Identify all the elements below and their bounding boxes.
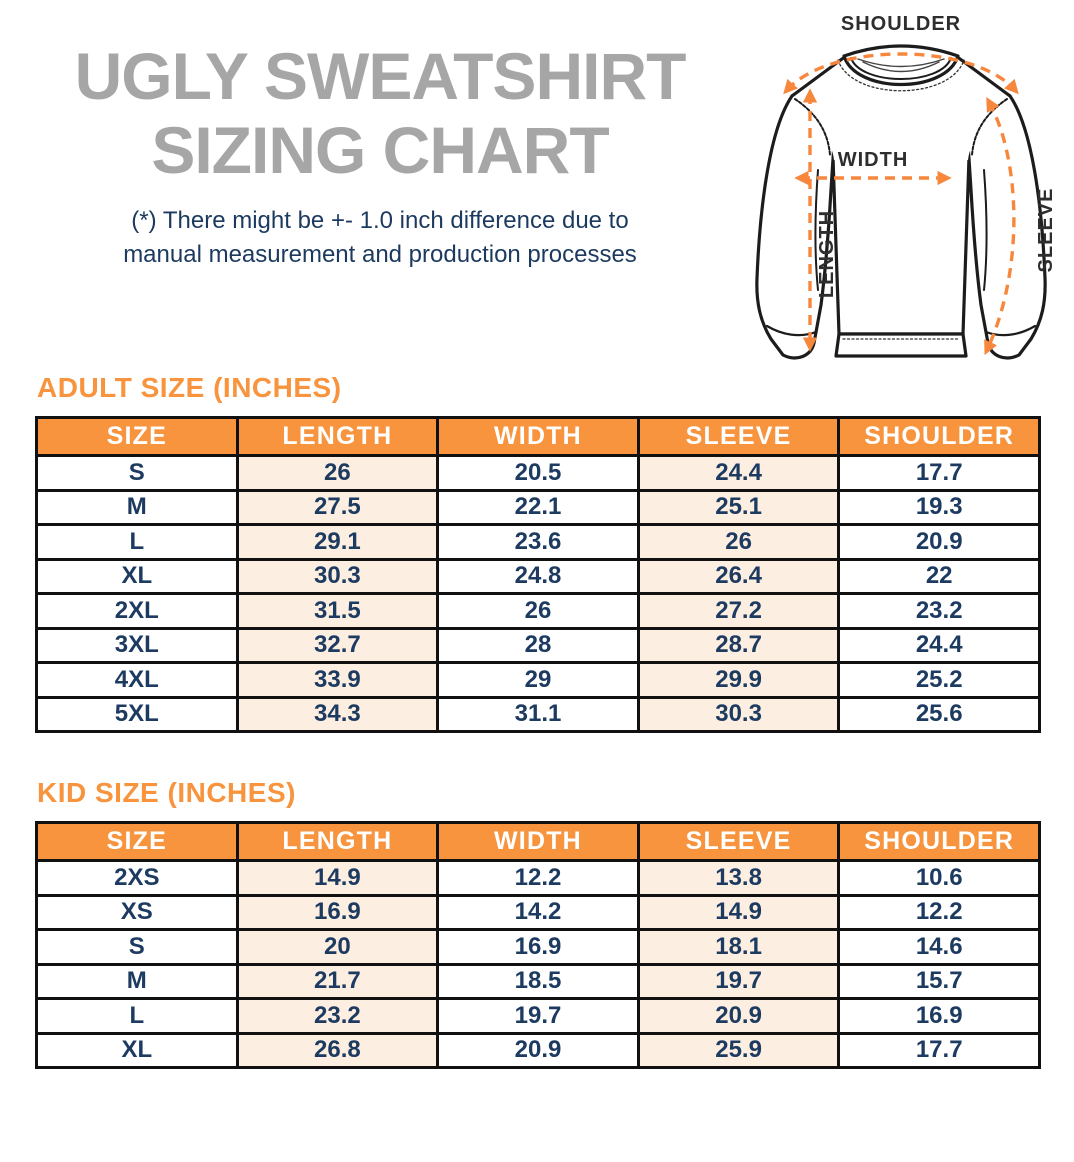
column-header-shoulder: SHOULDER — [839, 418, 1040, 456]
measurement-cell: 14.9 — [638, 895, 839, 930]
size-cell: 5XL — [37, 697, 238, 732]
measurement-cell: 23.2 — [237, 999, 438, 1034]
measurement-cell: 10.6 — [839, 861, 1040, 896]
size-cell: M — [37, 490, 238, 525]
column-header-size: SIZE — [37, 823, 238, 861]
table-row — [37, 930, 1040, 965]
measurement-cell: 29.9 — [638, 663, 839, 698]
disclaimer-line1: (*) There might be +- 1.0 inch difference due to — [131, 206, 629, 234]
table-row — [37, 456, 1040, 491]
measurement-cell: 29.1 — [237, 525, 438, 560]
page-header — [22, 40, 738, 272]
measurement-cell: 12.2 — [839, 895, 1040, 930]
measurement-cell: 20.9 — [638, 999, 839, 1034]
measurement-cell: 28.7 — [638, 628, 839, 663]
adult-table-header — [37, 418, 1040, 456]
measurement-cell: 25.1 — [638, 490, 839, 525]
table-row — [37, 594, 1040, 629]
measurement-cell: 20 — [237, 930, 438, 965]
measurement-cell: 31.1 — [438, 697, 639, 732]
measurement-cell: 24.4 — [839, 628, 1040, 663]
size-cell: XS — [37, 895, 238, 930]
column-header-sleeve: SLEEVE — [638, 418, 839, 456]
measurement-cell: 25.9 — [638, 1033, 839, 1068]
sleeve-label: SLEEVE — [1035, 187, 1057, 273]
size-cell: L — [37, 525, 238, 560]
size-cell: L — [37, 999, 238, 1034]
measurement-cell: 18.1 — [638, 930, 839, 965]
table-row — [37, 490, 1040, 525]
measurement-cell: 16.9 — [839, 999, 1040, 1034]
measurement-cell: 15.7 — [839, 964, 1040, 999]
measurement-cell: 33.9 — [237, 663, 438, 698]
sweatshirt-diagram-icon — [734, 2, 1068, 378]
measurement-cell: 27.5 — [237, 490, 438, 525]
measurement-cell: 26.4 — [638, 559, 839, 594]
measurement-cell: 23.2 — [839, 594, 1040, 629]
table-row — [37, 999, 1040, 1034]
column-header-width: WIDTH — [438, 418, 639, 456]
column-header-size: SIZE — [37, 418, 238, 456]
kid-table-header — [37, 823, 1040, 861]
measurement-cell: 18.5 — [438, 964, 639, 999]
disclaimer-text — [22, 204, 738, 272]
measurement-cell: 34.3 — [237, 697, 438, 732]
width-label: WIDTH — [837, 149, 909, 171]
page-title-line2: SIZING CHART — [151, 112, 609, 187]
size-cell: XL — [37, 1033, 238, 1068]
shoulder-label: SHOULDER — [840, 13, 962, 35]
header-row — [37, 823, 1040, 861]
column-header-shoulder: SHOULDER — [839, 823, 1040, 861]
measurement-cell: 14.2 — [438, 895, 639, 930]
measurement-cell: 21.7 — [237, 964, 438, 999]
measurement-cell: 31.5 — [237, 594, 438, 629]
measurement-cell: 22.1 — [438, 490, 639, 525]
measurement-cell: 22 — [839, 559, 1040, 594]
measurement-cell: 20.9 — [438, 1033, 639, 1068]
measurement-cell: 13.8 — [638, 861, 839, 896]
size-cell: 2XS — [37, 861, 238, 896]
measurement-cell: 23.6 — [438, 525, 639, 560]
table-row — [37, 964, 1040, 999]
measurement-cell: 16.9 — [438, 930, 639, 965]
size-cell: S — [37, 930, 238, 965]
table-row — [37, 663, 1040, 698]
length-label: LENGTH — [816, 209, 838, 299]
measurement-cell: 30.3 — [638, 697, 839, 732]
column-header-sleeve: SLEEVE — [638, 823, 839, 861]
table-row — [37, 559, 1040, 594]
size-cell: S — [37, 456, 238, 491]
table-row — [37, 895, 1040, 930]
page-title — [22, 40, 738, 188]
size-cell: M — [37, 964, 238, 999]
size-cell: XL — [37, 559, 238, 594]
table-row — [37, 525, 1040, 560]
measurement-cell: 20.5 — [438, 456, 639, 491]
size-cell: 3XL — [37, 628, 238, 663]
size-cell: 4XL — [37, 663, 238, 698]
measurement-cell: 17.7 — [839, 456, 1040, 491]
disclaimer-line2: manual measurement and production processes — [123, 240, 637, 268]
measurement-cell: 29 — [438, 663, 639, 698]
measurement-cell: 16.9 — [237, 895, 438, 930]
measurement-cell: 30.3 — [237, 559, 438, 594]
table-row — [37, 861, 1040, 896]
header-row — [37, 418, 1040, 456]
measurement-cell: 26.8 — [237, 1033, 438, 1068]
kid-size-section — [35, 777, 1041, 1069]
measurement-cell: 14.6 — [839, 930, 1040, 965]
measurement-cell: 27.2 — [638, 594, 839, 629]
measurement-cell: 14.9 — [237, 861, 438, 896]
measurement-cell: 12.2 — [438, 861, 639, 896]
measurement-cell: 26 — [438, 594, 639, 629]
measurement-cell: 19.3 — [839, 490, 1040, 525]
measurement-cell: 20.9 — [839, 525, 1040, 560]
measurement-cell: 28 — [438, 628, 639, 663]
adult-size-table — [35, 416, 1041, 733]
size-cell: 2XL — [37, 594, 238, 629]
measurement-cell: 26 — [237, 456, 438, 491]
kid-size-title: KID SIZE (INCHES) — [37, 777, 296, 808]
adult-table-body — [37, 456, 1040, 732]
measurement-cell: 17.7 — [839, 1033, 1040, 1068]
adult-size-section — [35, 372, 1041, 733]
adult-size-title: ADULT SIZE (INCHES) — [37, 372, 342, 403]
table-row — [37, 1033, 1040, 1068]
measurement-cell: 26 — [638, 525, 839, 560]
column-header-width: WIDTH — [438, 823, 639, 861]
measurement-cell: 24.4 — [638, 456, 839, 491]
measurement-cell: 25.6 — [839, 697, 1040, 732]
kid-size-table — [35, 821, 1041, 1069]
table-row — [37, 697, 1040, 732]
measurement-cell: 32.7 — [237, 628, 438, 663]
measurement-cell: 25.2 — [839, 663, 1040, 698]
kid-table-body — [37, 861, 1040, 1068]
column-header-length: LENGTH — [237, 823, 438, 861]
table-row — [37, 628, 1040, 663]
measurement-cell: 24.8 — [438, 559, 639, 594]
measurement-cell: 19.7 — [438, 999, 639, 1034]
page-title-line1: UGLY SWEATSHIRT — [74, 39, 686, 113]
measurement-cell: 19.7 — [638, 964, 839, 999]
column-header-length: LENGTH — [237, 418, 438, 456]
